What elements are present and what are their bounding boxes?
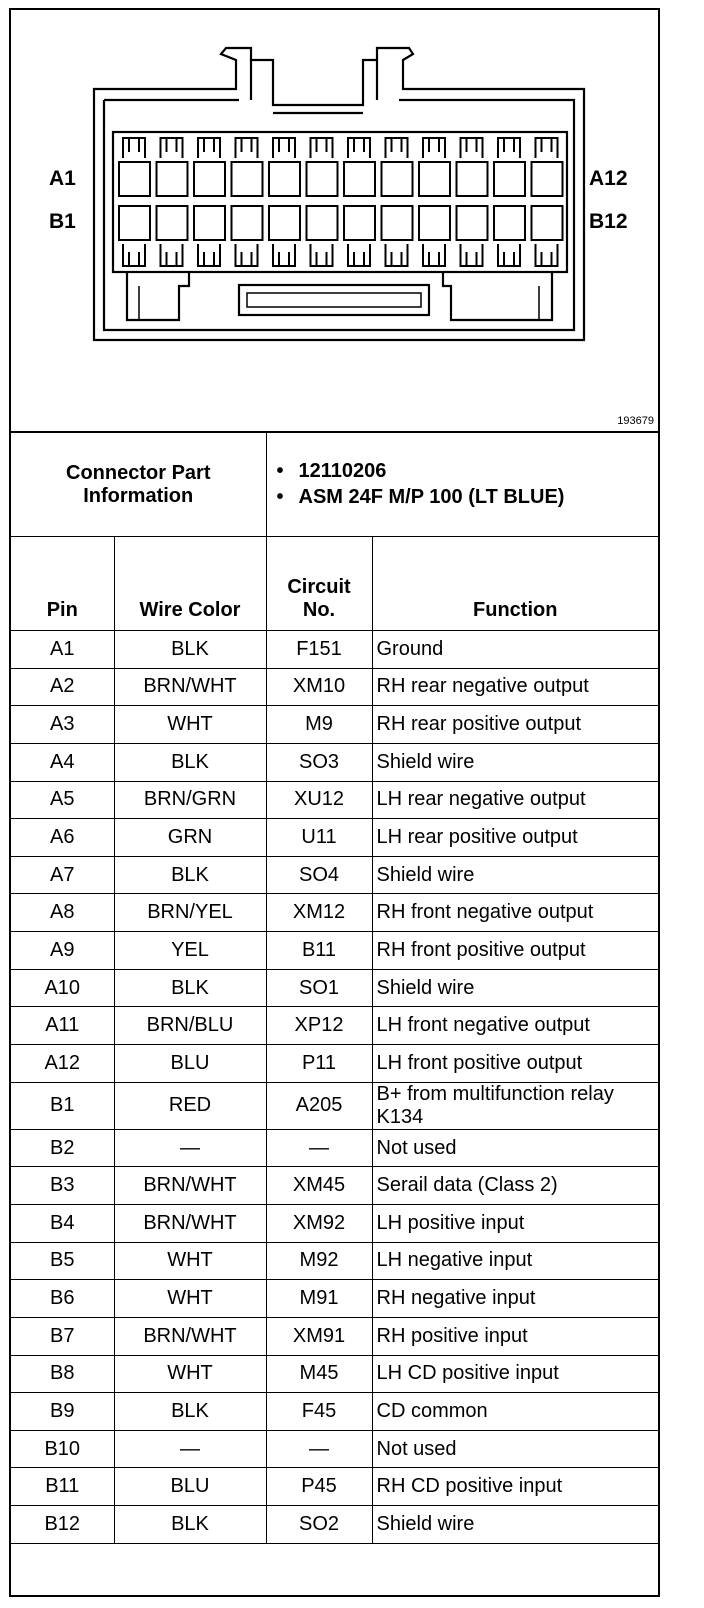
figure-number: 193679: [617, 415, 654, 427]
header-circuit-no: Circuit No.: [266, 537, 372, 631]
terminal-top: [348, 138, 370, 158]
pin-cell: A3: [11, 706, 114, 744]
wire-color-cell: —: [114, 1129, 266, 1167]
circuit-cell: SO2: [266, 1506, 372, 1544]
pin-cell: A7: [11, 856, 114, 894]
connector-info-label: Connector Part Information: [11, 433, 266, 537]
wire-color-cell: BLK: [114, 631, 266, 669]
pin-label-a1: A1: [49, 167, 76, 190]
cavity-row-b: [419, 206, 450, 240]
circuit-cell: M91: [266, 1280, 372, 1318]
function-cell: RH front positive output: [372, 932, 658, 970]
pin-label-b12: B12: [589, 210, 628, 233]
function-cell: LH rear negative output: [372, 781, 658, 819]
circuit-cell: M92: [266, 1242, 372, 1280]
terminal-bottom: [236, 244, 258, 266]
pin-table-header: [11, 537, 658, 631]
pin-cell: A5: [11, 781, 114, 819]
circuit-cell: XM10: [266, 668, 372, 706]
cavity-row-a: [269, 162, 300, 196]
terminal-bottom: [123, 244, 145, 266]
function-cell: Not used: [372, 1430, 658, 1468]
table-row: [11, 1468, 658, 1506]
terminal-top: [161, 138, 183, 158]
terminal-bottom: [461, 244, 483, 266]
table-row: [11, 1082, 658, 1129]
wire-color-cell: WHT: [114, 1242, 266, 1280]
circuit-cell: SO1: [266, 969, 372, 1007]
pin-label-b1: B1: [49, 210, 76, 233]
wire-color-cell: YEL: [114, 932, 266, 970]
wire-color-cell: GRN: [114, 819, 266, 857]
cavity-row-a: [344, 162, 375, 196]
connector-info-items: [266, 433, 658, 537]
cavity-row-a: [382, 162, 413, 196]
circuit-cell: M45: [266, 1355, 372, 1393]
wire-color-cell: BLK: [114, 1506, 266, 1544]
pin-cell: A2: [11, 668, 114, 706]
pin-cell: A12: [11, 1045, 114, 1083]
function-cell: LH CD positive input: [372, 1355, 658, 1393]
pin-cell: A8: [11, 894, 114, 932]
pin-cell: B12: [11, 1506, 114, 1544]
pin-cell: B7: [11, 1317, 114, 1355]
pin-cell: B8: [11, 1355, 114, 1393]
function-cell: Serail data (Class 2): [372, 1167, 658, 1205]
circuit-cell: XM12: [266, 894, 372, 932]
wire-color-cell: WHT: [114, 706, 266, 744]
cavity-row-a: [194, 162, 225, 196]
pin-cell: A9: [11, 932, 114, 970]
connector-info-table: [11, 433, 658, 537]
pin-cell: B11: [11, 1468, 114, 1506]
terminal-bottom: [423, 244, 445, 266]
function-cell: RH negative input: [372, 1280, 658, 1318]
cavity-row-b: [382, 206, 413, 240]
table-row: [11, 1393, 658, 1431]
function-cell: LH front positive output: [372, 1045, 658, 1083]
cavity-row-a: [157, 162, 188, 196]
terminal-bottom: [536, 244, 558, 266]
circuit-cell: XM91: [266, 1317, 372, 1355]
wire-color-cell: BLK: [114, 856, 266, 894]
table-row: [11, 932, 658, 970]
function-cell: Shield wire: [372, 969, 658, 1007]
cavity-row-a: [532, 162, 563, 196]
table-row: [11, 856, 658, 894]
function-cell: LH front negative output: [372, 1007, 658, 1045]
wire-color-cell: BLU: [114, 1468, 266, 1506]
function-cell: LH rear positive output: [372, 819, 658, 857]
terminal-top: [461, 138, 483, 158]
cavity-row-a: [307, 162, 338, 196]
terminal-bottom: [198, 244, 220, 266]
function-cell: LH positive input: [372, 1204, 658, 1242]
function-cell: Shield wire: [372, 1506, 658, 1544]
part-number: 12110206: [298, 460, 387, 482]
circuit-cell: U11: [266, 819, 372, 857]
pin-cell: B2: [11, 1129, 114, 1167]
pin-cell: B10: [11, 1430, 114, 1468]
connector-info-item: • 12110206: [276, 460, 387, 482]
table-row: [11, 743, 658, 781]
pin-cell: B9: [11, 1393, 114, 1431]
terminal-top: [198, 138, 220, 158]
circuit-cell: XM45: [266, 1167, 372, 1205]
function-cell: Ground: [372, 631, 658, 669]
cavity-row-a: [119, 162, 150, 196]
terminal-top: [123, 138, 145, 158]
header-pin: Pin: [11, 537, 114, 631]
table-row: [11, 668, 658, 706]
cavity-row-b: [194, 206, 225, 240]
wire-color-cell: WHT: [114, 1280, 266, 1318]
cavity-row-b: [269, 206, 300, 240]
pin-rows: [11, 631, 658, 1544]
cavity-row-b: [344, 206, 375, 240]
circuit-cell: F45: [266, 1393, 372, 1431]
wire-color-cell: RED: [114, 1082, 266, 1129]
table-row: [11, 1204, 658, 1242]
cavity-row-a: [457, 162, 488, 196]
connector-sheet: [9, 8, 660, 1597]
circuit-cell: SO4: [266, 856, 372, 894]
function-cell: B+ from multifunction relay K134: [372, 1082, 658, 1129]
wire-color-cell: BRN/WHT: [114, 1167, 266, 1205]
terminal-top: [386, 138, 408, 158]
terminal-top: [536, 138, 558, 158]
circuit-cell: XU12: [266, 781, 372, 819]
connector-info-item: • ASM 24F M/P 100 (LT BLUE): [276, 486, 565, 508]
wire-color-cell: BRN/WHT: [114, 668, 266, 706]
circuit-cell: XM92: [266, 1204, 372, 1242]
pin-cell: A4: [11, 743, 114, 781]
table-row: [11, 1007, 658, 1045]
circuit-cell: —: [266, 1430, 372, 1468]
function-cell: Shield wire: [372, 856, 658, 894]
table-row: [11, 781, 658, 819]
connector-figure: [11, 10, 658, 433]
function-cell: Shield wire: [372, 743, 658, 781]
wire-color-cell: BRN/WHT: [114, 1317, 266, 1355]
pin-cell: B6: [11, 1280, 114, 1318]
wire-color-cell: WHT: [114, 1355, 266, 1393]
header-function: Function: [372, 537, 658, 631]
terminal-bottom: [273, 244, 295, 266]
table-row: [11, 1167, 658, 1205]
wire-color-cell: —: [114, 1430, 266, 1468]
cavity-row-b: [307, 206, 338, 240]
terminal-bottom: [348, 244, 370, 266]
function-cell: Not used: [372, 1129, 658, 1167]
wire-color-cell: BLK: [114, 743, 266, 781]
pin-table: [11, 537, 658, 1544]
terminal-top: [423, 138, 445, 158]
pin-cell: A6: [11, 819, 114, 857]
wire-color-cell: BLK: [114, 969, 266, 1007]
circuit-cell: SO3: [266, 743, 372, 781]
cavity-row-b: [119, 206, 150, 240]
wire-color-cell: BRN/GRN: [114, 781, 266, 819]
terminal-top: [311, 138, 333, 158]
cavity-row-b: [157, 206, 188, 240]
pin-label-a12: A12: [589, 167, 628, 190]
pin-cell: A10: [11, 969, 114, 1007]
circuit-cell: F151: [266, 631, 372, 669]
pin-cell: B3: [11, 1167, 114, 1205]
pin-cell: A11: [11, 1007, 114, 1045]
function-cell: RH rear negative output: [372, 668, 658, 706]
cavity-row-a: [494, 162, 525, 196]
table-row: [11, 894, 658, 932]
header-wire-color: Wire Color: [114, 537, 266, 631]
function-cell: RH front negative output: [372, 894, 658, 932]
terminal-bottom: [161, 244, 183, 266]
table-row: [11, 1430, 658, 1468]
terminal-bottom: [498, 244, 520, 266]
wire-color-cell: BRN/YEL: [114, 894, 266, 932]
cavity-row-b: [494, 206, 525, 240]
function-cell: RH CD positive input: [372, 1468, 658, 1506]
wire-color-cell: BLU: [114, 1045, 266, 1083]
terminal-top: [273, 138, 295, 158]
wire-color-cell: BLK: [114, 1393, 266, 1431]
circuit-cell: P11: [266, 1045, 372, 1083]
pin-cell: A1: [11, 631, 114, 669]
circuit-cell: M9: [266, 706, 372, 744]
circuit-cell: A205: [266, 1082, 372, 1129]
terminal-top: [498, 138, 520, 158]
wire-color-cell: BRN/BLU: [114, 1007, 266, 1045]
cavity-row-b: [457, 206, 488, 240]
wire-color-cell: BRN/WHT: [114, 1204, 266, 1242]
function-cell: CD common: [372, 1393, 658, 1431]
table-row: [11, 1045, 658, 1083]
function-cell: LH negative input: [372, 1242, 658, 1280]
table-row: [11, 819, 658, 857]
circuit-cell: —: [266, 1129, 372, 1167]
table-row: [11, 706, 658, 744]
circuit-cell: P45: [266, 1468, 372, 1506]
cavity-row-a: [419, 162, 450, 196]
circuit-cell: XP12: [266, 1007, 372, 1045]
cavity-row-b: [232, 206, 263, 240]
table-row: [11, 1317, 658, 1355]
circuit-cell: B11: [266, 932, 372, 970]
table-row: [11, 1129, 658, 1167]
table-row: [11, 1280, 658, 1318]
part-description: ASM 24F M/P 100 (LT BLUE): [298, 486, 565, 508]
terminal-bottom: [311, 244, 333, 266]
function-cell: RH rear positive output: [372, 706, 658, 744]
terminal-top: [236, 138, 258, 158]
pin-cell: B1: [11, 1082, 114, 1129]
pin-cell: B5: [11, 1242, 114, 1280]
connector-drawing: [11, 10, 658, 431]
table-row: [11, 1355, 658, 1393]
terminal-bottom: [386, 244, 408, 266]
function-cell: RH positive input: [372, 1317, 658, 1355]
table-row: [11, 1242, 658, 1280]
cavity-row-a: [232, 162, 263, 196]
table-row: [11, 969, 658, 1007]
table-row: [11, 631, 658, 669]
cavity-row-b: [532, 206, 563, 240]
pin-cell: B4: [11, 1204, 114, 1242]
table-row: [11, 1506, 658, 1544]
